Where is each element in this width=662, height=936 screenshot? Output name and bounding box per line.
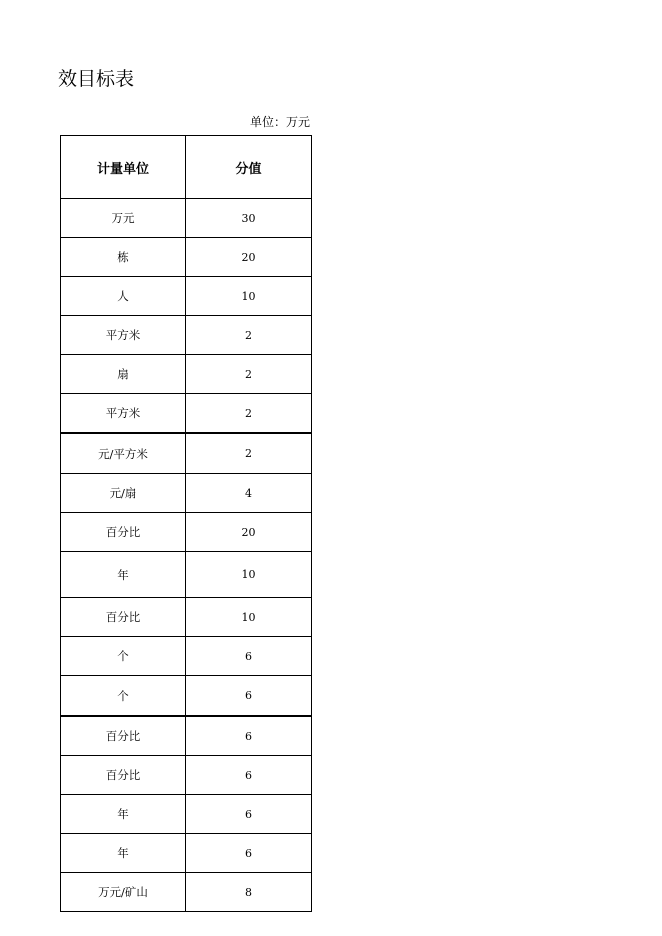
cell-score: 10 xyxy=(186,598,312,637)
cell-score: 4 xyxy=(186,474,312,513)
unit-note: 单位：万元 xyxy=(249,115,310,129)
table-row xyxy=(61,394,312,434)
cell-unit: 百分比 xyxy=(61,513,186,552)
table-row xyxy=(61,433,312,474)
cell-unit: 百分比 xyxy=(61,756,186,795)
cell-unit: 年 xyxy=(61,795,186,834)
table-row xyxy=(61,676,312,717)
cell-unit: 年 xyxy=(61,834,186,873)
table-row xyxy=(61,598,312,637)
cell-score: 10 xyxy=(186,552,312,598)
table-row xyxy=(61,795,312,834)
cell-unit: 百分比 xyxy=(61,598,186,637)
table-header-row xyxy=(61,136,312,199)
cell-unit: 扇 xyxy=(61,355,186,394)
header-score: 分值 xyxy=(186,136,312,199)
cell-unit: 平方米 xyxy=(61,394,186,434)
cell-unit: 平方米 xyxy=(61,316,186,355)
table-row xyxy=(61,552,312,598)
cell-unit: 人 xyxy=(61,277,186,316)
cell-score: 2 xyxy=(186,355,312,394)
table-row xyxy=(61,277,312,316)
cell-score: 2 xyxy=(186,394,312,434)
cell-score: 6 xyxy=(186,756,312,795)
table-row xyxy=(61,355,312,394)
header-unit: 计量单位 xyxy=(61,136,186,199)
cell-score: 20 xyxy=(186,513,312,552)
table-row xyxy=(61,637,312,676)
table-body xyxy=(61,199,312,912)
cell-unit: 个 xyxy=(61,637,186,676)
cell-score: 6 xyxy=(186,716,312,756)
table-row xyxy=(61,873,312,912)
cell-unit: 个 xyxy=(61,676,186,717)
cell-score: 2 xyxy=(186,433,312,474)
cell-score: 6 xyxy=(186,676,312,717)
table-row xyxy=(61,474,312,513)
table-row xyxy=(61,199,312,238)
cell-unit: 百分比 xyxy=(61,716,186,756)
cell-score: 6 xyxy=(186,834,312,873)
cell-unit: 元/扇 xyxy=(61,474,186,513)
cell-score: 10 xyxy=(186,277,312,316)
table-row xyxy=(61,756,312,795)
cell-score: 30 xyxy=(186,199,312,238)
cell-score: 6 xyxy=(186,637,312,676)
indicator-table xyxy=(60,135,312,912)
table-row xyxy=(61,316,312,355)
table-row xyxy=(61,238,312,277)
cell-score: 8 xyxy=(186,873,312,912)
cell-unit: 年 xyxy=(61,552,186,598)
cell-unit: 元/平方米 xyxy=(61,433,186,474)
table-row xyxy=(61,834,312,873)
cell-score: 20 xyxy=(186,238,312,277)
cell-score: 6 xyxy=(186,795,312,834)
table-row xyxy=(61,716,312,756)
table-row xyxy=(61,513,312,552)
cell-unit: 栋 xyxy=(61,238,186,277)
cell-unit: 万元 xyxy=(61,199,186,238)
cell-unit: 万元/矿山 xyxy=(61,873,186,912)
cell-score: 2 xyxy=(186,316,312,355)
page-title: 效目标表 xyxy=(58,68,135,90)
